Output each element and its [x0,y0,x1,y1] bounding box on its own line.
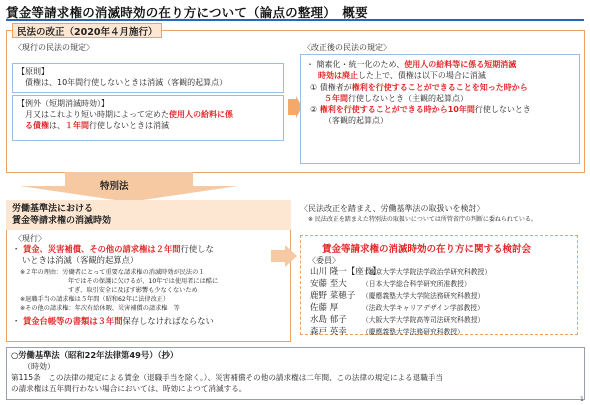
list-item: 森戸 英幸 （慶應義塾大学法務研究科教授） [310,327,464,337]
after-l2-post: した上で、債権は以下の場合に消滅 [358,71,486,80]
labor-note-1a: ※２年の理由：労働者にとって重要な請求権の消滅時効が民法の１ [20,269,205,276]
exception-box [12,95,284,141]
statute-sub: （時効） [23,362,55,371]
statute-head: ○労働基準法（昭和22年法律第49号）（抄） [11,350,179,360]
principle-label: 【原則】 [17,67,49,76]
special-law-arrow-icon [20,172,238,202]
committee-title: 賃金等請求権の消滅時効の在り方に関する検討会 [322,244,532,255]
review-line: 〈民法改正を踏まえ、労働基準法の取扱いを検討〉 [300,204,485,213]
page-title: 賃金等請求権の消滅時効の在り方について（論点の整理） 概要 [6,3,584,21]
committee-member-list [310,266,576,338]
principle-text: 債権は、10年間行使しないときは消滅（客観的起算点） [25,78,228,87]
after-i1-red2: ５年間 [324,94,348,103]
labor-standards-header [6,200,291,230]
after-i2-red: 権利を行使することができる時から10年間 [319,105,475,114]
principle-box [12,63,284,93]
list-item: 安藤 至大 （日本大学総合科学研究所准教授） [310,279,471,289]
list-item: 水島 郁子 （大阪大学大学院高等司法研究科教授） [310,315,485,325]
special-law-label: 特別法 [100,181,129,192]
after-i2-num: ② [310,105,318,114]
committee-members-label: 〈委員〉 [308,256,340,265]
labor-current-label: 〈現行〉 [14,234,46,243]
exception-mid: は、 [49,121,65,130]
exception-post: 行使しないときは消滅 [89,121,169,130]
labor-head-line2: 賃金等請求権の消滅時効 [12,216,112,226]
labor-b2-post: 保存しなければならない [122,316,214,326]
list-item: 鹿野 菜穂子 （慶應義塾大学大学院法務研究科教授） [310,291,485,301]
labor-b1-line2: いときは消滅（客観的起算点） [22,255,139,265]
after-i1-red: 権利を行使することができることを知った時から [351,83,528,92]
exception-label: 【例外（短期消滅時効）】 [17,99,109,108]
committee-arrow-icon [271,245,297,267]
labor-note-2: ※退職手当の請求権は５年間（昭和62年に法律改正） [20,296,170,303]
after-i1-post: 行使しないとき（主観的起算点） [348,94,468,103]
after-i1-pre: 債権者が [319,83,352,92]
labor-b2-pre: ・ [12,316,23,326]
after-box [300,54,580,164]
after-i1-num: ① [310,83,318,92]
exception-pre: 月又はこれより短い時期によって定めた [25,110,169,119]
exception-red-1b: る債権 [25,121,49,130]
after-l1-red: 使用人の給料等に係る短期消滅 [404,60,517,69]
labor-b1-red: 賃金、災害補償、その他の請求権は２年間 [22,244,181,254]
after-i2-post: 行使しないとき [474,105,531,114]
labor-note-3: ※その他の請求権：年次有給休暇、災害補償の請求権 等 [20,305,180,312]
list-item: 佐藤 厚 （法政大学キャリアデザイン学部教授） [310,303,484,313]
statute-line-2: の請求権は五年間行わない場合においては、時効によつて消滅する。 [11,384,247,393]
after-i2-post2: （客観的起算点） [324,116,388,125]
labor-b1-post: 行使しな [180,244,214,254]
review-note: ※ 民法改正を踏まえた特別法の取扱いについては所管省庁の判断に委ねられている。 [308,216,537,223]
after-title: 〈改正後の民法の規定〉 [303,43,391,52]
statute-excerpt-box [6,347,585,400]
civil-law-reform-tab: 民法の改正（2020年４月施行） [12,23,162,38]
exception-red-2: １年間 [65,121,89,130]
labor-content [12,244,288,327]
labor-b2-red: 賃金台帳等の書類は３年間 [22,316,123,326]
labor-head-line1: 労働基準法における [12,204,94,214]
exception-red-1: 使用人の給料に係 [169,110,233,119]
labor-b1-pre: ・ [12,244,23,254]
before-title: 〈現行の民法の規定〉 [14,43,94,52]
list-item: 山川 隆一【座長】（東京大学大学院法学政治学研究科教授） [310,267,492,277]
labor-note-1b: 年ではその保護に欠けるが、10年では使用者には酷に [68,278,219,285]
statute-line-1: 第115条 この法律の規定による賃金（退職手当を除く。）、災害補償その他の請求権は二年間、この法律の規定による退職手当 [11,373,443,382]
after-l1-pre: ・ 簡素化・統一化のため、 [306,60,405,69]
labor-note-1c: すぎ、取引安全に及ぼす影響も少なくないため [68,287,198,294]
after-l2-red: 時効は廃止 [318,71,358,80]
page-number: 1 [580,396,584,403]
